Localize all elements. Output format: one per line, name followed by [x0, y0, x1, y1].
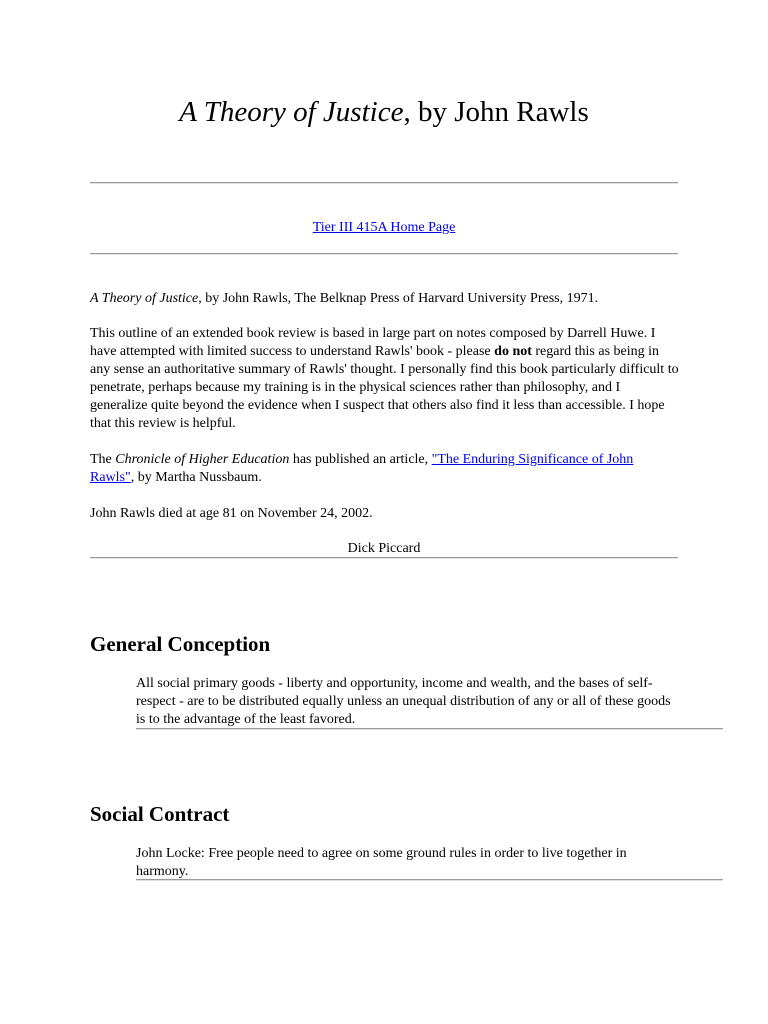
divider-top: [90, 182, 678, 184]
death-note: John Rawls died at age 81 on November 24, 2002.: [90, 506, 373, 521]
citation-book-title: A Theory of Justice: [90, 291, 199, 306]
citation-paragraph: [90, 290, 680, 308]
home-page-link[interactable]: Tier III 415A Home Page: [312, 220, 456, 235]
social-contract-text: John Locke: Free people need to agree on some ground rules in order to live together in harmony.: [136, 846, 627, 879]
citation-details: , by John Rawls, The Belknap Press of Harvard University Press, 1971.: [198, 291, 599, 306]
divider-after-signature: [90, 557, 678, 559]
page-title-author: , by John Rawls: [403, 96, 589, 128]
chronicle-prefix: The: [90, 452, 116, 467]
general-conception-text: All social primary goods - liberty and opportunity, income and wealth, and the bases of self-respect - are to be distributed equally unless an unequal distribution of any or all of these goods is to the advantage of the least favored.: [136, 676, 671, 727]
section-heading-social-contract: Social Contract: [90, 802, 230, 826]
home-link-row: [90, 219, 678, 237]
chronicle-middle: has published an article,: [289, 452, 432, 467]
author-signature: Dick Piccard: [347, 541, 421, 556]
divider-social-contract: [136, 879, 723, 881]
divider-below-link: [90, 253, 678, 255]
intro-emphasis: do not: [494, 344, 532, 359]
chronicle-publication: Chronicle of Higher Education: [115, 452, 290, 467]
intro-text-start: This outline of an extended book review is based in large part on notes composed by Darrell Huwe. I have attempted with limited success to understand Rawls' book - please: [90, 326, 656, 359]
nussbaum-article-link[interactable]: "The Enduring Significance of John Rawls": [90, 452, 634, 485]
intro-paragraph: [90, 325, 680, 433]
page-title: [0, 92, 768, 132]
section-heading-general-conception: General Conception: [90, 632, 271, 656]
intro-text-end: regard this as being in any sense an authoritative summary of Rawls' thought. I personally find this book particularly difficult to penetrate, perhaps because my training is in the physical sciences rather than philosophy, and I generalize quite beyond the evidence when I suspect that others also find it less than accessible. I hope that this review is helpful.: [90, 344, 679, 431]
page-title-book: A Theory of Justice: [179, 96, 404, 128]
divider-general-conception: [136, 728, 723, 730]
chronicle-paragraph: [90, 451, 680, 487]
chronicle-suffix: , by Martha Nussbaum.: [130, 470, 262, 485]
